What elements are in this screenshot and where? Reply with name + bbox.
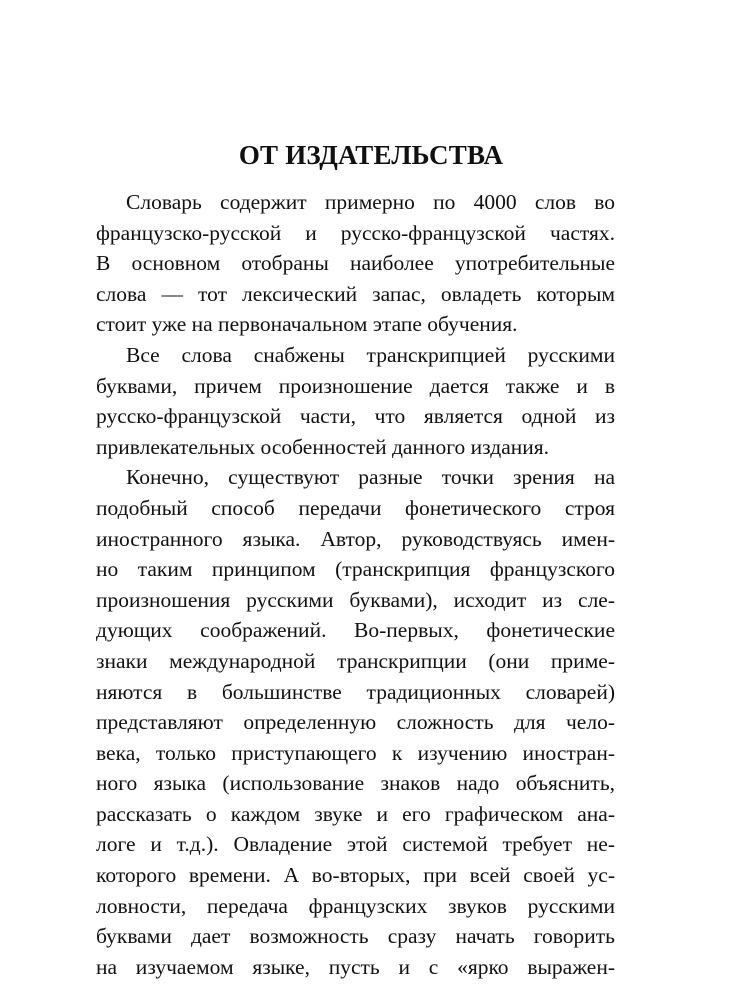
- text-line: которого времени. А во-вторых, при всей своей ус-: [96, 863, 615, 888]
- text-line: буквами дает возможность сразу начать говорить: [96, 924, 615, 949]
- page-heading: ОТ ИЗДАТЕЛЬСТВА: [238, 140, 504, 170]
- text-line: на изучаемом языке, пусть и с «ярко выражен-: [96, 954, 615, 979]
- text-line: слова — тот лексический запас, овладеть которым: [96, 281, 615, 306]
- text-line: знаки международной транскрипции (они приме-: [96, 648, 615, 673]
- text-line: произношения русскими буквами), исходит из сле-: [96, 587, 615, 612]
- text-line: французско-русской и русско-французской частях.: [96, 220, 615, 245]
- text-line: дующих соображений. Во-первых, фонетические: [96, 618, 615, 643]
- text-line: ловности, передача французских звуков русскими: [96, 893, 615, 918]
- text-line: рассказать о каждом звуке и его графическом ана-: [96, 801, 615, 826]
- text-line: стоит уже на первоначальном этапе обучения.: [96, 312, 518, 337]
- text-line: но таким принципом (транскрипция французского: [96, 557, 615, 582]
- text-line: буквами, причем произношение дается также и в: [96, 373, 615, 398]
- text-line: ного языка (использование знаков надо объяснить,: [96, 771, 615, 796]
- text-line: века, только приступающего к изучению иностран-: [96, 740, 615, 765]
- text-line: логе и т.д.). Овладение этой системой требует не-: [96, 832, 615, 857]
- text-line: Все слова снабжены транскрипцией русскими: [126, 342, 615, 367]
- text-line: подобный способ передачи фонетического строя: [96, 495, 615, 520]
- body-text: [96, 187, 615, 982]
- text-line: Словарь содержит примерно по 4000 слов во: [126, 190, 615, 214]
- text-line: няются в большинстве традиционных словарей): [96, 679, 615, 704]
- text-line: иностранного языка. Автор, руководствуясь имен-: [96, 526, 615, 551]
- text-line: Конечно, существуют разные точки зрения на: [126, 465, 615, 490]
- text-line: русско-французской части, что является одной из: [96, 404, 615, 429]
- text-line: привлекательных особенностей данного издания.: [96, 434, 550, 459]
- text-line: представляют определенную сложность для чело-: [96, 710, 615, 735]
- text-line: В основном отобраны наиболее употребительные: [96, 251, 615, 276]
